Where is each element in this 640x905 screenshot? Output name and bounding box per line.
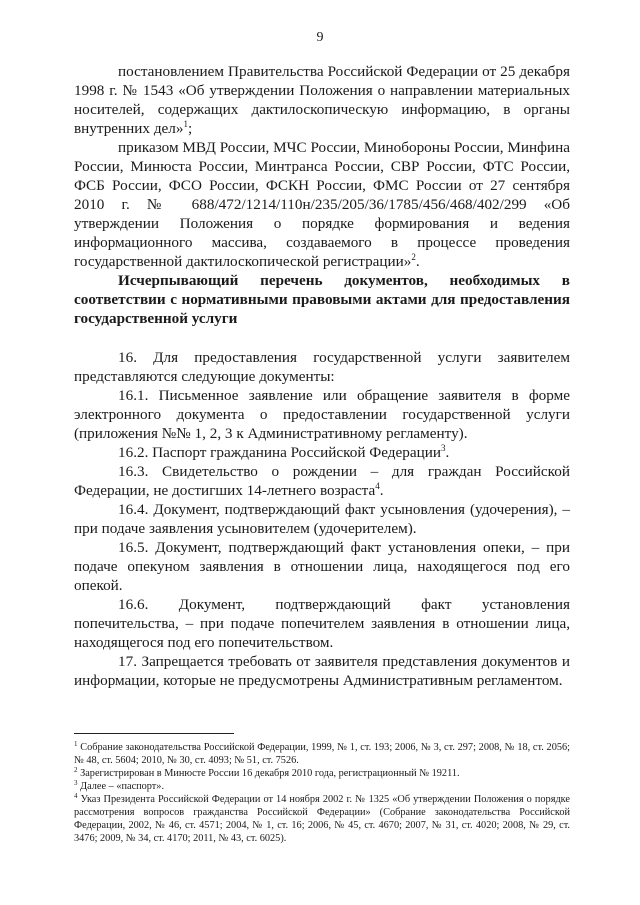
footnote-ref-3: 3 [441,443,446,453]
footnote-text: Указ Президента Российской Федерации от 14 ноября 2002 г. № 1325 «Об утверждении Положения о порядке рассмотрения вопросов гражданства Российской Федерации» (Собрание законодательства Российской Федерации, 2002, № 46, ст. 4571; 2004, № 1, ст. 16; 2006, № 45, ст. 4670; 2007, № 31, ст. 4020; 2008, № 29, ст. 3476; 2009, № 34, ст. 4170; 2011, № 43, ст. 6025). [74,794,570,844]
paragraph-16-5: 16.5. Документ, подтверждающий факт установления опеки, – при подаче опекуном заявления в отношении лица, находящегося под его опекой. [74,539,570,594]
footnote-ref-4: 4 [375,481,380,491]
paragraph-16-2-text: 16.2. Паспорт гражданина Российской Федерации [118,444,441,461]
footnote-separator [74,733,234,734]
paragraph-16-3 [74,462,570,500]
page-number: 9 [316,30,324,45]
paragraph-16-2 [74,443,570,462]
paragraph-16-4: 16.4. Документ, подтверждающий факт усыновления (удочерения), – при подаче заявления усыновителем (удочерителем). [74,501,570,537]
footnote-number: 4 [74,792,78,800]
footnote-text: Зарегистрирован в Минюсте России 16 декабря 2010 года, регистрационный № 19211. [80,768,460,779]
footnote-text: Далее – «паспорт». [80,781,165,792]
footnote-number: 2 [74,766,78,774]
paragraph-intro [74,62,570,138]
paragraph-16-3-text: 16.3. Свидетельство о рождении – для граждан Российской Федерации, не достигших 14-летнего возраста [74,463,570,499]
paragraph-16-6: 16.6. Документ, подтверждающий факт установления попечительства, – при подаче попечителем заявления в отношении лица, находящегося под его попечительством. [74,596,570,651]
paragraph-16-3-end: . [379,482,384,499]
paragraph-16-1: 16.1. Письменное заявление или обращение заявителя в форме электронного документа о предоставлении государственной услуги (приложения №№ 1, 2, 3 к Административному регламенту). [74,387,570,442]
footnote-ref-2: 2 [411,252,416,262]
paragraph-16: 16. Для предоставления государственной услуги заявителем представляются следующие документы: [74,349,570,385]
footnotes [74,741,570,845]
footnote-1 [74,741,570,767]
footnote-number: 3 [74,779,78,787]
document-body [74,62,570,690]
paragraph-order [74,138,570,271]
section-heading: Исчерпывающий перечень документов, необходимых в соответствии с нормативными правовыми актами для предоставления государственной услуги [74,272,570,327]
paragraph-order-text: приказом МВД России, МЧС России, Минобороны России, Минфина России, Минюста России, Минтранса России, СВР России, ФТС России, ФСБ России, ФСО России, ФСКН России, ФМС России от 27 сентября 2010 г. № 688/472/1214/110н/235/205/36/1785/456/468/402/299 «Об утверждении Положения о порядке формирования и ведения информационного массива, создаваемого в процессе проведения государственной дактилоскопической регистрации» [74,139,570,270]
paragraph-16-2-end: . [445,444,450,461]
footnote-4 [74,793,570,845]
paragraph-intro-end: ; [187,120,193,137]
paragraph-17: 17. Запрещается требовать от заявителя представления документов и информации, которые не предусмотрены Административным регламентом. [74,653,570,689]
footnote-number: 1 [74,740,78,748]
footnote-3 [74,780,570,793]
paragraph-intro-text: постановлением Правительства Российской Федерации от 25 декабря 1998 г. № 1543 «Об утверждении Положения о направлении материальных носителей, содержащих дактилоскопическую информацию, в органы внутренних дел» [74,63,570,137]
paragraph-order-end: . [415,253,420,270]
footnote-2 [74,767,570,780]
footnote-ref-1: 1 [183,119,188,129]
footnote-text: Собрание законодательства Российской Федерации, 1999, № 1, ст. 193; 2006, № 3, ст. 297; 2008, № 18, ст. 2056; № 48, ст. 5604; 2010, № 30, ст. 4093; № 51, ст. 7526. [74,742,570,766]
